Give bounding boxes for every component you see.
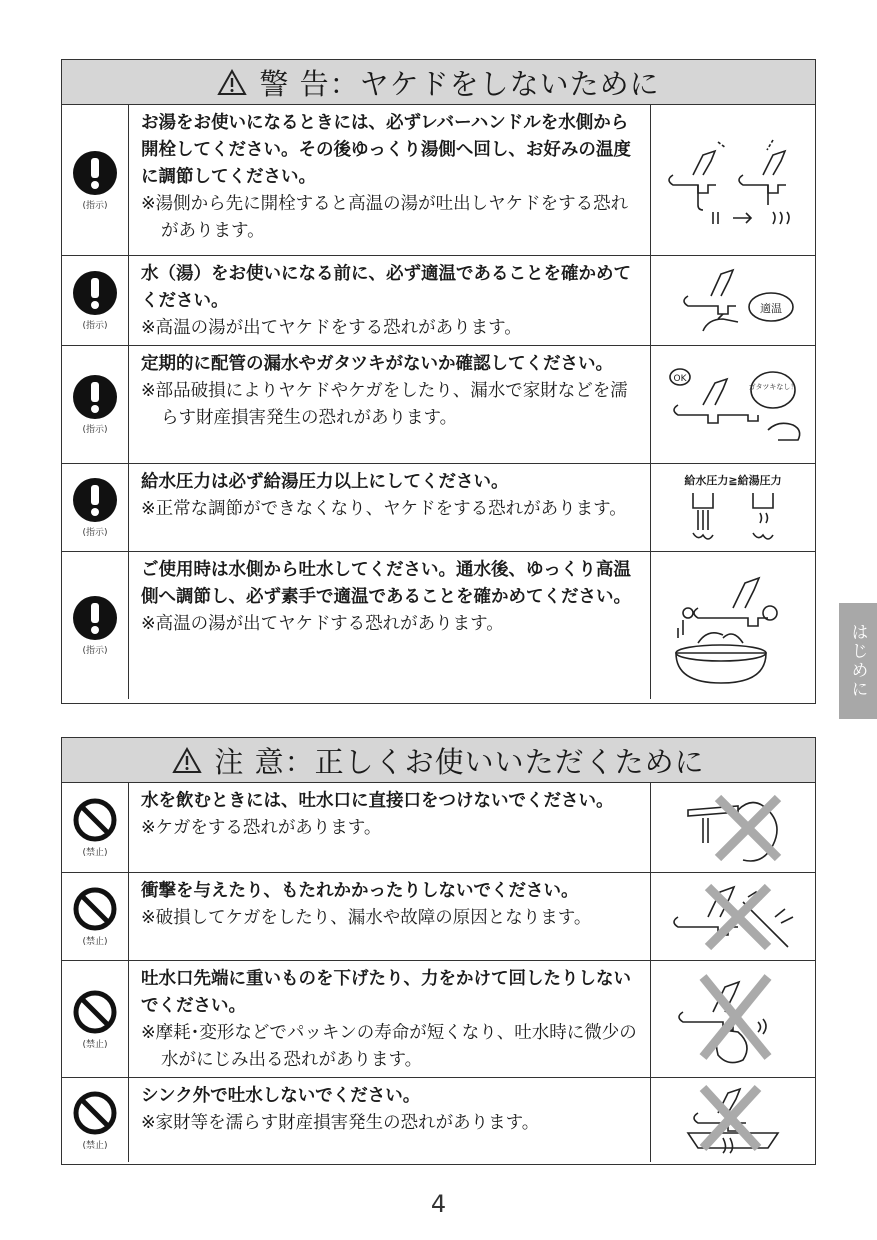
row-text [129, 552, 651, 699]
prohibition-icon-cell [62, 1078, 129, 1162]
note-text: ※破損してケガをしたり、漏水や故障の原因となります。 [141, 908, 592, 928]
caution-triangle-icon [172, 747, 202, 774]
icon-label: (禁止) [82, 848, 108, 858]
illustration-heavy-object [651, 961, 815, 1077]
caution-row [62, 783, 815, 872]
caution-row [62, 960, 815, 1077]
warning-row [62, 105, 815, 255]
row-text [129, 961, 651, 1077]
warning-row [62, 463, 815, 551]
note-text: ※正常な調節ができなくなり、ヤケドをする恐れがあります。 [141, 499, 627, 519]
illustration-impact [651, 873, 815, 960]
note-text: ※高温の湯が出てヤケドをする恐れがあります。 [141, 318, 522, 338]
illus-text: 適温 [760, 301, 782, 315]
prohibition-icon [72, 989, 118, 1035]
pressure-illustration [668, 488, 798, 543]
icon-label: (禁止) [82, 937, 108, 947]
mandatory-exclamation-icon [72, 595, 118, 641]
note-text: ※摩耗･変形などでパッキンの寿命が短くなり、吐水時に微少の水がにじみ出る恐れがあります。 [141, 1023, 637, 1070]
row-text [129, 105, 651, 255]
hands-in-bowl-illustration [658, 558, 808, 693]
mandatory-exclamation-icon [72, 150, 118, 196]
main-text: シンク外で吐水しないでください。 [141, 1086, 421, 1106]
illustration-outside-sink [651, 1078, 815, 1162]
prohibition-icon-cell [62, 783, 129, 872]
bag-on-spout-illustration [668, 967, 798, 1072]
hand-under-faucet-illustration [663, 261, 803, 341]
row-text [129, 873, 651, 960]
note-text: ※部品破損によりヤケドやケガをしたり、漏水で家財などを濡らす財産損害発生の恐れがあります。 [141, 381, 628, 428]
caution-title: 注 意：正しくお使いいただくために [214, 744, 705, 779]
warning-box [61, 59, 816, 704]
warning-header [62, 60, 815, 105]
note-text: ※家財等を濡らす財産損害発生の恐れがあります。 [141, 1113, 540, 1133]
warning-title: 警 告：ヤケドをしないために [259, 66, 660, 101]
icon-label: (指示) [82, 321, 108, 331]
row-text [129, 256, 651, 345]
icon-label: (指示) [82, 425, 108, 435]
prohibition-icon-cell [62, 873, 129, 960]
illustration-check-temperature [651, 256, 815, 345]
prohibition-icon [72, 886, 118, 932]
water-outside-sink-illustration [678, 1083, 788, 1158]
caution-row [62, 872, 815, 960]
illus-text: OK [673, 373, 687, 384]
warning-row [62, 345, 815, 463]
main-text: 吐水口先端に重いものを下げたり、力をかけて回したりしないでください。 [141, 969, 631, 1016]
caution-row [62, 1077, 815, 1162]
prohibition-icon-cell [62, 961, 129, 1077]
wrench-impact-illustration [663, 877, 803, 957]
icon-label: (指示) [82, 528, 108, 538]
main-text: ご使用時は水側から吐水してください。通水後、ゆっくり高温側へ調節し、必ず素手で適温であることを確かめてください。 [141, 560, 631, 607]
main-text: お湯をお使いになるときには、必ずレバーハンドルを水側から開栓してください。その後ゆっくり湯側へ回し、お好みの温度に調節してください。 [141, 113, 631, 187]
icon-label: (禁止) [82, 1140, 108, 1151]
illustration-faucet-handle [651, 105, 815, 255]
caution-header [62, 738, 815, 783]
pipe-check-illustration [658, 360, 808, 450]
mandatory-exclamation-icon [72, 374, 118, 420]
main-text: 給水圧力は必ず給湯圧力以上にしてください。 [141, 472, 509, 492]
main-text: 衝撃を与えたり、もたれかかったりしないでください。 [141, 881, 579, 901]
illustration-pipe-check [651, 346, 815, 463]
row-text [129, 346, 651, 463]
illus-text-2: ガタツキなし！ [748, 382, 798, 391]
illustration-bowl [651, 552, 815, 699]
warning-row [62, 551, 815, 699]
instruction-icon-cell [62, 256, 129, 345]
mandatory-exclamation-icon [72, 477, 118, 523]
instruction-icon-cell [62, 464, 129, 551]
row-text [129, 783, 651, 872]
note-text: ※ケガをする恐れがあります。 [141, 818, 382, 838]
icon-label: (指示) [82, 200, 108, 211]
note-text: ※湯側から先に開栓すると高温の湯が吐出しヤケドをする恐れがあります。 [141, 194, 629, 241]
main-text: 水（湯）をお使いになる前に、必ず適温であることを確かめてください。 [141, 264, 631, 311]
note-text: ※高温の湯が出てヤケドする恐れがあります。 [141, 614, 504, 634]
prohibition-icon [72, 797, 118, 843]
illustration-pressure [651, 464, 815, 551]
warning-triangle-icon [217, 69, 247, 96]
caution-box [61, 737, 816, 1165]
page-number: 4 [430, 1190, 447, 1218]
icon-label: (指示) [82, 646, 108, 656]
icon-label: (禁止) [82, 1039, 108, 1050]
main-text: 定期的に配管の漏水やガタツキがないか確認してください。 [141, 354, 613, 374]
main-text: 水を飲むときには、吐水口に直接口をつけないでください。 [141, 791, 614, 811]
row-text [129, 464, 651, 551]
illustration-drinking [651, 783, 815, 872]
side-tab-introduction: はじめに [839, 603, 877, 719]
row-text [129, 1078, 651, 1162]
warning-row [62, 255, 815, 345]
drinking-from-spout-illustration [668, 788, 798, 868]
instruction-icon-cell [62, 552, 129, 699]
instruction-icon-cell [62, 346, 129, 463]
prohibition-icon [72, 1090, 118, 1136]
instruction-icon-cell [62, 105, 129, 255]
mandatory-exclamation-icon [72, 270, 118, 316]
pressure-label: 給水圧力≧給湯圧力 [684, 474, 782, 487]
faucet-illustration [658, 130, 808, 230]
